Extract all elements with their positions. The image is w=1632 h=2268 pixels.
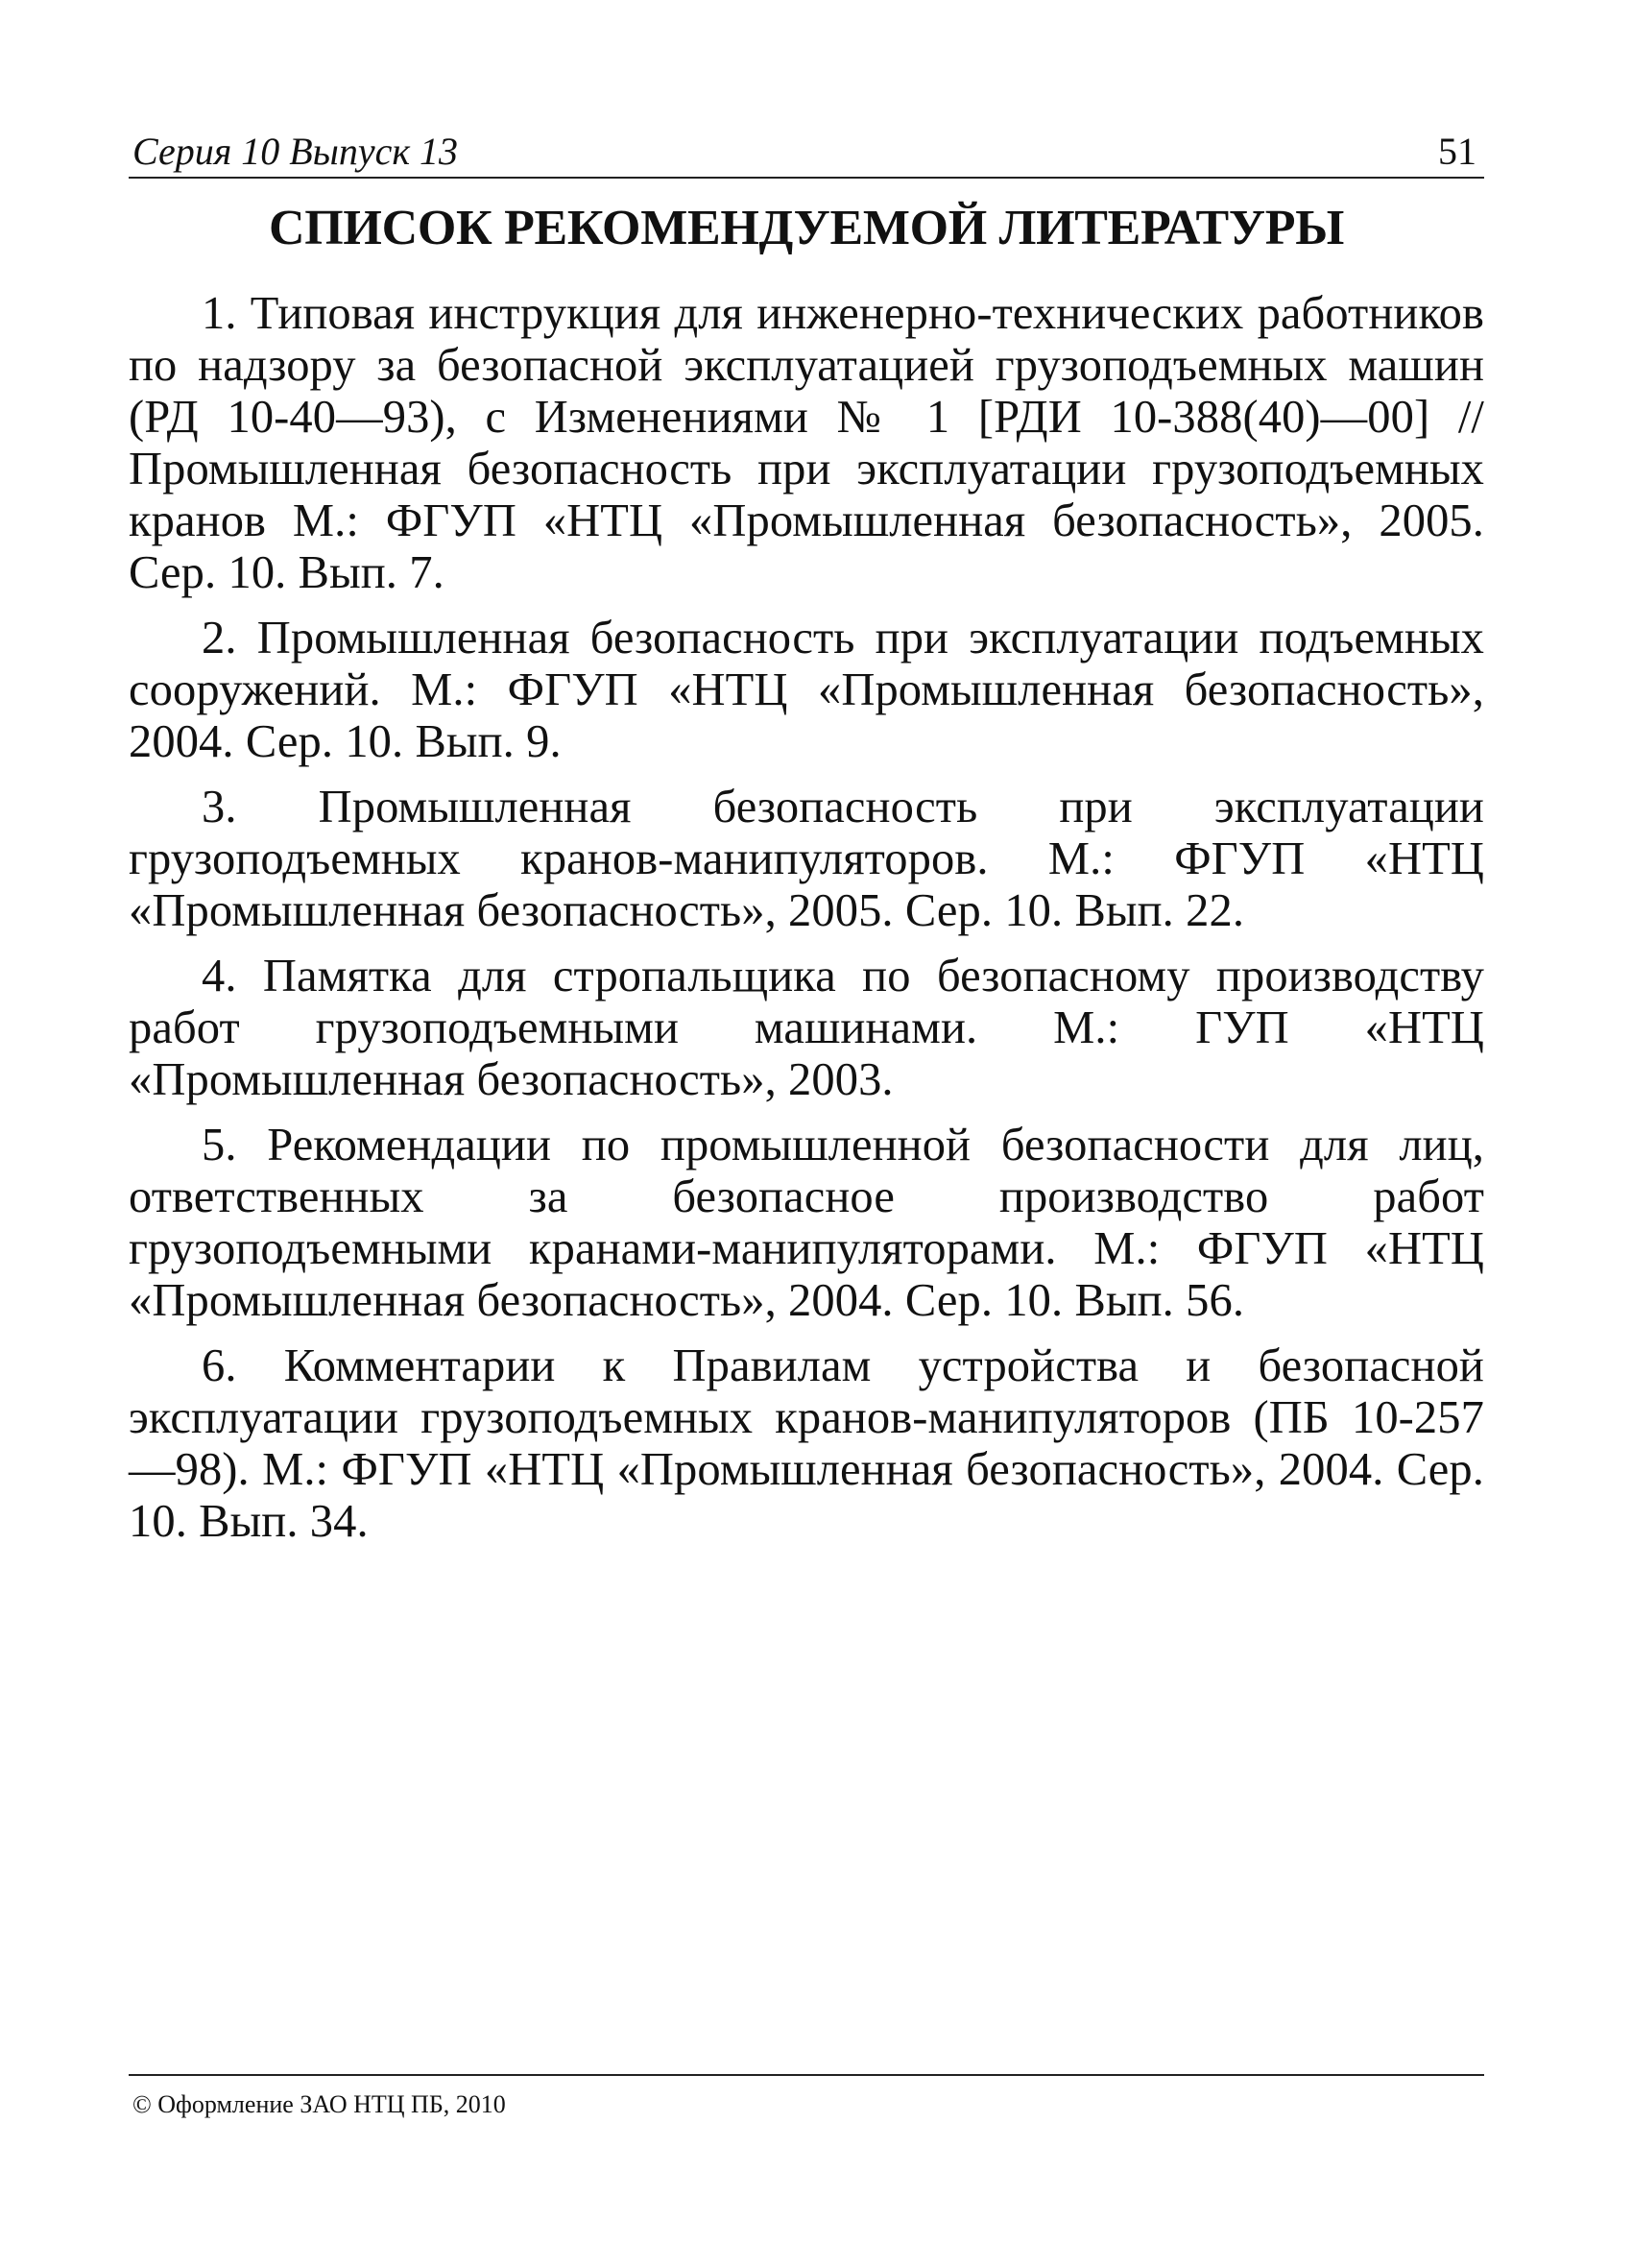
series-label: Серия 10 Выпуск 13 — [132, 130, 459, 173]
page-title: СПИСОК РЕКОМЕНДУЕМОЙ ЛИТЕРАТУРЫ — [269, 201, 1344, 255]
reference-item-2: 2. Промышленная безопасность при эксплуатации подъемных сооружений. М.: ФГУП «НТЦ «Промышленная безопасность», 2004. Сер. 10. Вып. 9. — [129, 613, 1484, 767]
copyright-notice: © Оформление ЗАО НТЦ ПБ, 2010 — [132, 2090, 506, 2118]
page-number: 51 — [1438, 130, 1476, 173]
reference-item-1: 1. Типовая инструкция для инженерно-технических работников по надзору за безопасной эксплуатацией грузоподъемных машин (РД 10-40—93), с Изменениями № 1 [РДИ 10-388(40)—00] // Промышленная безопасность при эксплуатации грузоподъемных кранов М.: ФГУП «НТЦ «Промышленная безопасность», 2005. Сер. 10. Вып. 7. — [129, 288, 1484, 598]
reference-list — [129, 288, 1484, 1561]
reference-item-6: 6. Комментарии к Правилам устройства и безопасной эксплуатации грузоподъемных кранов-манипуляторов (ПБ 10-257—98). М.: ФГУП «НТЦ «Промышленная безопасность», 2004. Сер. 10. Вып. 34. — [129, 1340, 1484, 1547]
reference-item-3: 3. Промышленная безопасность при эксплуатации грузоподъемных кранов-манипуляторов. М.: ФГУП «НТЦ «Промышленная безопасность», 2005. Сер. 10. Вып. 22. — [129, 782, 1484, 936]
reference-item-5: 5. Рекомендации по промышленной безопасности для лиц, ответственных за безопасное производство работ грузоподъемными кранами-манипуляторами. М.: ФГУП «НТЦ «Промышленная безопасность», 2004. Сер. 10. Вып. 56. — [129, 1120, 1484, 1326]
page-footer — [129, 2074, 1484, 2118]
reference-item-4: 4. Памятка для стропальщика по безопасному производству работ грузоподъемными машинами. М.: ГУП «НТЦ «Промышленная безопасность», 2003. — [129, 951, 1484, 1105]
page-header — [129, 123, 1484, 179]
